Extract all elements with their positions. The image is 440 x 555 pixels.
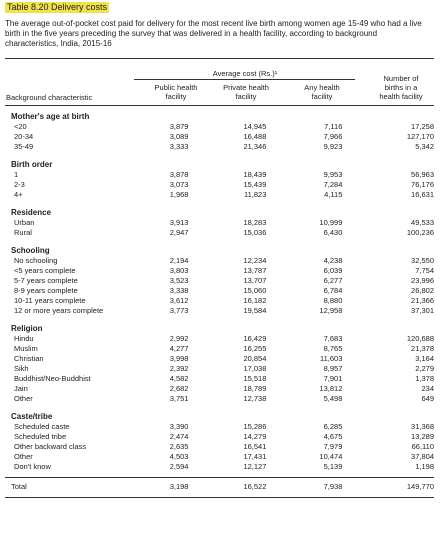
private-cost-cell: 12,738 bbox=[243, 394, 267, 403]
any-cost-cell: 7,938 bbox=[323, 482, 343, 491]
private-cost-cell: 16,182 bbox=[243, 296, 267, 305]
births-cell: 16,631 bbox=[411, 190, 434, 199]
any-cost-cell: 6,430 bbox=[323, 228, 343, 237]
spacer-row bbox=[5, 238, 434, 246]
private-cost-cell: 12,127 bbox=[243, 462, 267, 471]
spacer-cell bbox=[266, 276, 312, 286]
spacer-cell bbox=[266, 344, 312, 354]
section-heading: Mother's age at birth bbox=[11, 112, 90, 121]
any-cost-cell: 5,139 bbox=[323, 462, 343, 471]
table-row bbox=[5, 266, 434, 276]
spacer-cell bbox=[188, 334, 236, 344]
spacer-cell bbox=[266, 480, 312, 494]
private-cost-cell: 18,439 bbox=[243, 170, 267, 179]
any-cost-cell: 13,812 bbox=[319, 384, 343, 393]
public-cost-cell: 3,073 bbox=[169, 180, 189, 189]
spacer-cell bbox=[188, 394, 236, 404]
spacer-cell bbox=[266, 394, 312, 404]
public-cost-cell: 2,947 bbox=[169, 228, 189, 237]
spacer-row bbox=[5, 472, 434, 480]
row-label: Hindu bbox=[14, 334, 34, 343]
public-cost-cell: 2,992 bbox=[169, 334, 189, 343]
public-facility-header bbox=[136, 83, 216, 101]
public-cost-cell: 2,635 bbox=[169, 442, 189, 451]
spacer-cell bbox=[188, 286, 236, 296]
any-header-line-1: Any health bbox=[304, 83, 340, 92]
row-label: Sikh bbox=[14, 364, 29, 373]
public-cost-cell: 3,773 bbox=[169, 306, 189, 315]
spacer-cell bbox=[342, 170, 399, 180]
spacer-cell bbox=[342, 266, 399, 276]
births-cell: 17,258 bbox=[411, 122, 434, 131]
spacer-cell bbox=[188, 132, 236, 142]
row-label: Other bbox=[14, 452, 33, 461]
births-cell: 23,996 bbox=[411, 276, 434, 285]
average-cost-group-header: Average cost (Rs.)¹ bbox=[212, 69, 278, 78]
table-row bbox=[5, 334, 434, 344]
private-cost-cell: 15,060 bbox=[243, 286, 267, 295]
spacer-cell bbox=[342, 218, 399, 228]
private-cost-cell: 20,854 bbox=[243, 354, 267, 363]
spacer-cell bbox=[188, 266, 236, 276]
public-cost-cell: 3,998 bbox=[169, 354, 189, 363]
table-row bbox=[5, 364, 434, 374]
spacer-cell bbox=[266, 442, 312, 452]
spacer-cell bbox=[266, 256, 312, 266]
spacer-cell bbox=[188, 480, 236, 494]
section-heading-row bbox=[5, 246, 434, 256]
spacer-cell bbox=[188, 142, 236, 152]
births-cell: 26,802 bbox=[411, 286, 434, 295]
public-cost-cell: 2,194 bbox=[169, 256, 189, 265]
public-header-line-2: facility bbox=[165, 92, 187, 101]
any-cost-cell: 4,238 bbox=[323, 256, 343, 265]
spacer-cell bbox=[266, 180, 312, 190]
background-characteristic-header: Background characteristic bbox=[6, 93, 93, 102]
spacer-cell bbox=[188, 122, 236, 132]
births-header bbox=[365, 74, 437, 101]
private-cost-cell: 13,787 bbox=[243, 266, 267, 275]
row-label: Don't know bbox=[14, 462, 51, 471]
table-description: The average out-of-pocket cost paid for delivery for the most recent live birth among women age 15-49 who had a live birth in the five years preceding the survey that was delivered in a health facility, according to background characteristics, India, 2015-16 bbox=[5, 19, 422, 48]
births-header-line-1: Number of bbox=[383, 74, 419, 83]
any-cost-cell: 9,953 bbox=[323, 170, 343, 179]
births-cell: 37,804 bbox=[411, 452, 434, 461]
spacer-cell bbox=[342, 462, 399, 472]
births-cell: 56,963 bbox=[411, 170, 434, 179]
births-cell: 3,164 bbox=[415, 354, 434, 363]
spacer-cell bbox=[188, 384, 236, 394]
spacer-cell bbox=[188, 306, 236, 316]
table-row bbox=[5, 462, 434, 472]
public-cost-cell: 3,198 bbox=[169, 482, 189, 491]
table-row bbox=[5, 122, 434, 132]
spacer-cell bbox=[266, 462, 312, 472]
spacer-cell bbox=[342, 286, 399, 296]
births-cell: 2,279 bbox=[415, 364, 434, 373]
spacer-cell bbox=[342, 228, 399, 238]
spacer-cell bbox=[266, 306, 312, 316]
table-row bbox=[5, 296, 434, 306]
any-cost-cell: 8,765 bbox=[323, 344, 343, 353]
births-cell: 31,368 bbox=[411, 422, 434, 431]
spacer-cell bbox=[5, 238, 434, 246]
spacer-cell bbox=[266, 190, 312, 200]
public-cost-cell: 3,878 bbox=[169, 170, 189, 179]
private-cost-cell: 17,431 bbox=[243, 452, 267, 461]
row-label: Scheduled tribe bbox=[14, 432, 67, 441]
private-cost-cell: 15,036 bbox=[243, 228, 267, 237]
spacer-cell bbox=[5, 200, 434, 208]
spacer-row bbox=[5, 200, 434, 208]
spacer-cell bbox=[266, 432, 312, 442]
spacer-cell bbox=[266, 218, 312, 228]
table-row bbox=[5, 218, 434, 228]
spacer-cell bbox=[342, 276, 399, 286]
births-cell: 21,366 bbox=[411, 296, 434, 305]
section-heading: Caste/tribe bbox=[11, 412, 53, 421]
row-label: 35-49 bbox=[14, 142, 34, 151]
spacer-cell bbox=[5, 152, 434, 160]
spacer-cell bbox=[342, 374, 399, 384]
top-rule bbox=[5, 58, 434, 59]
header-rule bbox=[5, 105, 434, 106]
public-cost-cell: 3,338 bbox=[169, 286, 189, 295]
section-heading: Birth order bbox=[11, 160, 53, 169]
section-heading-row bbox=[5, 412, 434, 422]
table-row bbox=[5, 442, 434, 452]
spacer-cell bbox=[342, 122, 399, 132]
any-cost-cell: 4,675 bbox=[323, 432, 343, 441]
any-header-line-2: facility bbox=[311, 92, 333, 101]
spacer-cell bbox=[188, 256, 236, 266]
spacer-cell bbox=[188, 180, 236, 190]
private-cost-cell: 12,234 bbox=[243, 256, 267, 265]
private-cost-cell: 16,429 bbox=[243, 334, 267, 343]
table-row bbox=[5, 306, 434, 316]
row-label: Jain bbox=[14, 384, 28, 393]
births-cell: 32,550 bbox=[411, 256, 434, 265]
table-row bbox=[5, 286, 434, 296]
spacer-cell bbox=[188, 228, 236, 238]
spacer-cell bbox=[188, 432, 236, 442]
spacer-cell bbox=[342, 180, 399, 190]
births-cell: 1,378 bbox=[415, 374, 434, 383]
spacer-cell bbox=[342, 142, 399, 152]
births-cell: 120,688 bbox=[406, 334, 434, 343]
any-cost-cell: 6,277 bbox=[323, 276, 343, 285]
any-cost-cell: 4,115 bbox=[324, 190, 343, 199]
row-label: <5 years complete bbox=[14, 266, 76, 275]
private-cost-cell: 21,346 bbox=[243, 142, 267, 151]
spacer-cell bbox=[342, 394, 399, 404]
spacer-cell bbox=[266, 374, 312, 384]
spacer-cell bbox=[5, 316, 434, 324]
table-row bbox=[5, 190, 434, 200]
spacer-cell bbox=[188, 344, 236, 354]
row-label: Muslim bbox=[14, 344, 38, 353]
section-heading-row bbox=[5, 160, 434, 170]
public-cost-cell: 3,523 bbox=[169, 276, 189, 285]
any-cost-cell: 7,116 bbox=[324, 122, 343, 131]
spacer-cell bbox=[266, 132, 312, 142]
section-heading: Religion bbox=[11, 324, 43, 333]
spacer-cell bbox=[266, 422, 312, 432]
table-row bbox=[5, 384, 434, 394]
section-heading-row bbox=[5, 112, 434, 122]
births-cell: 234 bbox=[421, 384, 434, 393]
spacer-cell bbox=[266, 266, 312, 276]
any-cost-cell: 10,999 bbox=[319, 218, 343, 227]
any-cost-cell: 6,285 bbox=[323, 422, 343, 431]
spacer-cell bbox=[266, 296, 312, 306]
private-facility-header bbox=[206, 83, 286, 101]
row-label: <20 bbox=[14, 122, 27, 131]
private-cost-cell: 13,707 bbox=[243, 276, 267, 285]
spacer-cell bbox=[342, 132, 399, 142]
any-cost-cell: 11,603 bbox=[319, 354, 343, 363]
spacer-row bbox=[5, 316, 434, 324]
spacer-cell bbox=[188, 276, 236, 286]
public-cost-cell: 3,803 bbox=[169, 266, 189, 275]
any-cost-cell: 12,958 bbox=[319, 306, 343, 315]
private-cost-cell: 16,522 bbox=[243, 482, 267, 491]
row-label: No schooling bbox=[14, 256, 58, 265]
row-label: 5-7 years complete bbox=[14, 276, 78, 285]
public-cost-cell: 3,089 bbox=[169, 132, 189, 141]
spacer-cell bbox=[266, 354, 312, 364]
spacer-cell bbox=[188, 218, 236, 228]
row-label: Other backward class bbox=[14, 442, 87, 451]
table-title: Table 8.20 Delivery costs bbox=[7, 2, 108, 12]
spacer-cell bbox=[342, 190, 399, 200]
public-cost-cell: 3,879 bbox=[169, 122, 189, 131]
births-cell: 76,176 bbox=[411, 180, 434, 189]
private-cost-cell: 14,279 bbox=[243, 432, 267, 441]
private-header-line-2: facility bbox=[235, 92, 257, 101]
spacer-cell bbox=[188, 364, 236, 374]
private-cost-cell: 16,488 bbox=[243, 132, 267, 141]
row-label: 20-34 bbox=[14, 132, 34, 141]
any-cost-cell: 5,498 bbox=[323, 394, 343, 403]
table-row bbox=[5, 452, 434, 462]
births-cell: 66,110 bbox=[411, 442, 434, 451]
table-row bbox=[5, 276, 434, 286]
public-cost-cell: 1,968 bbox=[169, 190, 189, 199]
section-heading-row bbox=[5, 324, 434, 334]
public-cost-cell: 4,582 bbox=[169, 374, 189, 383]
spacer-row bbox=[5, 152, 434, 160]
spacer-cell bbox=[342, 364, 399, 374]
spacer-cell bbox=[266, 334, 312, 344]
row-label: Scheduled caste bbox=[14, 422, 70, 431]
any-cost-cell: 7,979 bbox=[323, 442, 343, 451]
spacer-cell bbox=[342, 344, 399, 354]
row-label: 12 or more years complete bbox=[14, 306, 104, 315]
public-cost-cell: 4,503 bbox=[169, 452, 189, 461]
spacer-cell bbox=[188, 422, 236, 432]
row-label: 1 bbox=[14, 170, 19, 179]
spacer-cell bbox=[188, 296, 236, 306]
spacer-cell bbox=[266, 384, 312, 394]
spacer-cell bbox=[188, 190, 236, 200]
public-cost-cell: 2,392 bbox=[169, 364, 189, 373]
section-heading: Residence bbox=[11, 208, 52, 217]
private-cost-cell: 17,038 bbox=[243, 364, 267, 373]
public-cost-cell: 2,594 bbox=[169, 462, 189, 471]
spacer-cell bbox=[266, 452, 312, 462]
row-label: 8-9 years complete bbox=[14, 286, 78, 295]
spacer-cell bbox=[266, 228, 312, 238]
births-cell: 127,170 bbox=[406, 132, 434, 141]
public-cost-cell: 3,333 bbox=[169, 142, 189, 151]
births-cell: 13,289 bbox=[411, 432, 434, 441]
any-facility-header bbox=[282, 83, 362, 101]
births-cell: 21,378 bbox=[411, 344, 434, 353]
spacer-cell bbox=[342, 452, 399, 462]
public-cost-cell: 4,277 bbox=[169, 344, 189, 353]
table-row bbox=[5, 374, 434, 384]
public-cost-cell: 3,612 bbox=[169, 296, 189, 305]
total-rule bbox=[5, 477, 434, 478]
spacer-cell bbox=[188, 452, 236, 462]
any-cost-cell: 8,880 bbox=[323, 296, 343, 305]
private-cost-cell: 15,518 bbox=[243, 374, 267, 383]
row-label: Rural bbox=[14, 228, 32, 237]
spacer-cell bbox=[342, 296, 399, 306]
row-label: 10-11 years complete bbox=[14, 296, 86, 305]
any-cost-cell: 7,284 bbox=[323, 180, 343, 189]
births-cell: 5,342 bbox=[415, 142, 434, 151]
spacer-cell bbox=[188, 462, 236, 472]
row-label: 2-3 bbox=[14, 180, 25, 189]
any-cost-cell: 10,474 bbox=[319, 452, 343, 461]
private-cost-cell: 15,439 bbox=[243, 180, 267, 189]
spacer-row bbox=[5, 404, 434, 412]
spacer-cell bbox=[342, 422, 399, 432]
spacer-cell bbox=[342, 334, 399, 344]
private-cost-cell: 16,255 bbox=[243, 344, 267, 353]
public-cost-cell: 3,913 bbox=[169, 218, 189, 227]
table-row bbox=[5, 344, 434, 354]
row-label: Christian bbox=[14, 354, 44, 363]
table-row bbox=[5, 422, 434, 432]
spacer-cell bbox=[266, 122, 312, 132]
private-cost-cell: 18,283 bbox=[243, 218, 267, 227]
spacer-cell bbox=[5, 404, 434, 412]
spacer-cell bbox=[266, 142, 312, 152]
spacer-cell bbox=[342, 256, 399, 266]
private-cost-cell: 11,823 bbox=[244, 190, 267, 199]
public-cost-cell: 3,751 bbox=[169, 394, 189, 403]
spacer-cell bbox=[266, 364, 312, 374]
row-label: Other bbox=[14, 394, 33, 403]
bottom-rule bbox=[5, 497, 434, 498]
table-row bbox=[5, 170, 434, 180]
private-cost-cell: 16,541 bbox=[243, 442, 267, 451]
table-row bbox=[5, 132, 434, 142]
group-underline bbox=[134, 79, 355, 80]
table-row bbox=[5, 394, 434, 404]
spacer-cell bbox=[266, 286, 312, 296]
any-cost-cell: 7,683 bbox=[323, 334, 343, 343]
births-cell: 149,770 bbox=[406, 482, 434, 491]
table-row bbox=[5, 180, 434, 190]
births-cell: 7,754 bbox=[415, 266, 434, 275]
births-cell: 100,236 bbox=[406, 228, 434, 237]
section-heading-row bbox=[5, 208, 434, 218]
any-cost-cell: 7,966 bbox=[323, 132, 343, 141]
spacer-cell bbox=[188, 170, 236, 180]
private-cost-cell: 18,789 bbox=[243, 384, 267, 393]
spacer-cell bbox=[342, 480, 399, 494]
section-heading: Schooling bbox=[11, 246, 50, 255]
public-cost-cell: 3,390 bbox=[169, 422, 189, 431]
private-header-line-1: Private health bbox=[223, 83, 269, 92]
any-cost-cell: 7,901 bbox=[323, 374, 343, 383]
births-cell: 649 bbox=[421, 394, 434, 403]
row-label: Urban bbox=[14, 218, 35, 227]
row-label: Total bbox=[11, 482, 27, 491]
spacer-cell bbox=[342, 384, 399, 394]
public-cost-cell: 2,682 bbox=[169, 384, 189, 393]
any-cost-cell: 6,784 bbox=[323, 286, 343, 295]
table-row bbox=[5, 142, 434, 152]
any-cost-cell: 8,957 bbox=[323, 364, 343, 373]
row-label: Buddhist/Neo-Buddhist bbox=[14, 374, 91, 383]
table-row bbox=[5, 354, 434, 364]
spacer-cell bbox=[342, 306, 399, 316]
public-cost-cell: 2,474 bbox=[169, 432, 189, 441]
any-cost-cell: 6,039 bbox=[323, 266, 343, 275]
spacer-cell bbox=[188, 354, 236, 364]
spacer-cell bbox=[5, 472, 434, 480]
table-row bbox=[5, 228, 434, 238]
spacer-cell bbox=[188, 442, 236, 452]
spacer-cell bbox=[266, 170, 312, 180]
table-row bbox=[5, 432, 434, 442]
births-header-line-3: health facility bbox=[379, 92, 423, 101]
births-cell: 49,533 bbox=[411, 218, 434, 227]
private-cost-cell: 15,286 bbox=[243, 422, 267, 431]
total-row bbox=[5, 480, 434, 494]
row-label: 4+ bbox=[14, 190, 23, 199]
births-header-line-2: births in a bbox=[384, 83, 418, 92]
private-cost-cell: 19,584 bbox=[243, 306, 267, 315]
spacer-cell bbox=[342, 442, 399, 452]
births-cell: 37,301 bbox=[411, 306, 434, 315]
spacer-cell bbox=[342, 432, 399, 442]
births-cell: 1,198 bbox=[415, 462, 434, 471]
public-header-line-1: Public health bbox=[154, 83, 198, 92]
data-table bbox=[5, 112, 434, 494]
any-cost-cell: 9,923 bbox=[323, 142, 343, 151]
private-cost-cell: 14,945 bbox=[243, 122, 267, 131]
table-row bbox=[5, 256, 434, 266]
spacer-cell bbox=[188, 374, 236, 384]
spacer-cell bbox=[342, 354, 399, 364]
